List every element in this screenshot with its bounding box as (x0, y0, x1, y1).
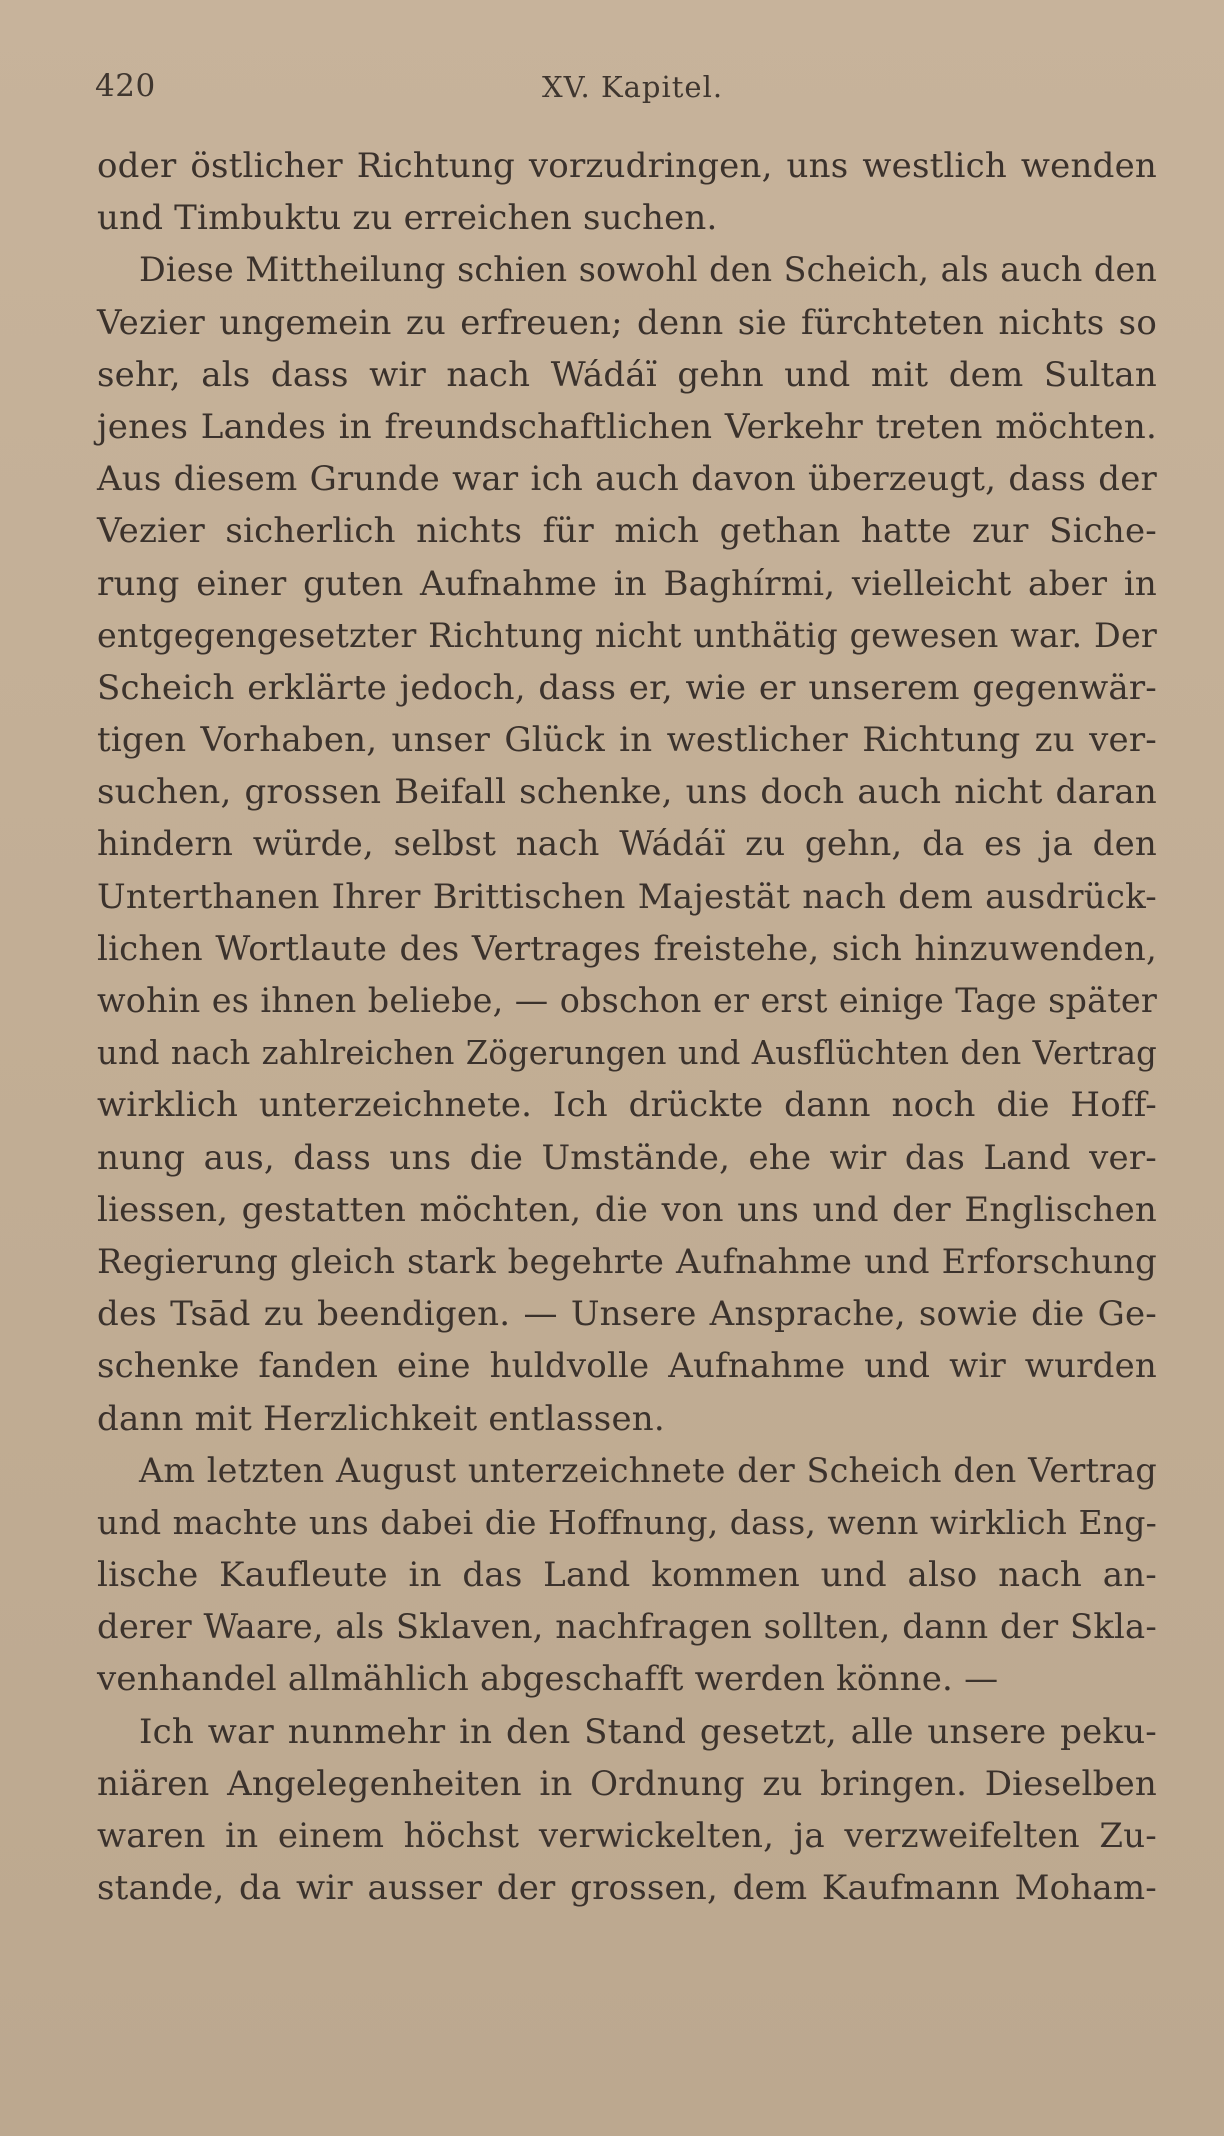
text-line: Vezier sicherlich nichts für mich gethan hatte zur Siche- (97, 511, 1157, 552)
text-line: Am letzten August unterzeichnete der Scheich den Vertrag (139, 1450, 1157, 1490)
text-line: schenke fanden eine huldvolle Aufnahme und wir wurden (97, 1346, 1157, 1387)
text-line: wirklich unterzeichnete. Ich drückte dann noch die Hoff- (97, 1085, 1157, 1126)
text-line: Diese Mittheilung schien sowohl den Scheich, als auch den (139, 250, 1157, 290)
text-line: und nach zahlreichen Zögerungen und Ausflüchten den Vertrag (97, 1034, 1157, 1073)
text-line: lische Kaufleute in das Land kommen und also nach an- (97, 1555, 1157, 1596)
text-line: tigen Vorhaben, unser Glück in westlicher Richtung zu ver- (97, 720, 1157, 761)
text-line: derer Waare, als Sklaven, nachfragen sollten, dann der Skla- (97, 1607, 1157, 1647)
text-line: lichen Wortlaute des Vertrages freistehe, sich hinzuwenden, (97, 928, 1157, 969)
page-number: 420 (95, 68, 156, 104)
text-line: stande, da wir ausser der grossen, dem Kaufmann Moham- (97, 1868, 1157, 1909)
text-line: hindern würde, selbst nach Wádáï zu gehn, da es ja den (97, 824, 1157, 865)
text-line: waren in einem höchst verwickelten, ja verzweifelten Zu- (97, 1816, 1157, 1856)
text-line: niären Angelegenheiten in Ordnung zu bringen. Dieselben (97, 1763, 1157, 1804)
text-line: und machte uns dabei die Hoffnung, dass, wenn wirklich Eng- (97, 1502, 1157, 1542)
chapter-running-head: XV. Kapitel. (542, 70, 724, 104)
text-line: jenes Landes in freundschaftlichen Verkehr treten möchten. (97, 406, 1157, 447)
text-line: oder östlicher Richtung vorzudringen, uns westlich wenden (97, 146, 1157, 186)
text-line: und Timbuktu zu erreichen suchen. (97, 198, 718, 239)
text-line: liessen, gestatten möchten, die von uns und der Englischen (97, 1189, 1157, 1230)
text-line: Vezier ungemein zu erfreuen; denn sie fürchteten nichts so (97, 302, 1157, 343)
text-line: Regierung gleich stark begehrte Aufnahme und Erforschung (97, 1241, 1157, 1281)
text-line: Unterthanen Ihrer Brittischen Majestät nach dem ausdrück- (97, 876, 1157, 917)
text-line: dann mit Herzlichkeit entlassen. (97, 1398, 665, 1439)
text-line: sehr, als dass wir nach Wádáï gehn und mit dem Sultan (97, 354, 1157, 395)
text-line: Scheich erklärte jedoch, dass er, wie er unserem gegenwär- (97, 667, 1157, 708)
text-line: rung einer guten Aufnahme in Baghírmi, vielleicht aber in (97, 563, 1157, 604)
text-line: suchen, grossen Beifall schenke, uns doch auch nicht daran (97, 772, 1157, 813)
text-line: des Tsād zu beendigen. — Unsere Ansprache, sowie die Ge- (97, 1294, 1157, 1335)
text-line: Ich war nunmehr in den Stand gesetzt, alle unsere peku- (139, 1711, 1157, 1752)
text-line: nung aus, dass uns die Umstände, ehe wir das Land ver- (97, 1137, 1157, 1178)
text-line: entgegengesetzter Richtung nicht unthätig gewesen war. Der (97, 615, 1157, 655)
text-line: wohin es ihnen beliebe, — obschon er erst einige Tage später (97, 981, 1157, 1020)
text-line: Aus diesem Grunde war ich auch davon überzeugt, dass der (97, 459, 1157, 500)
page-header (95, 64, 1154, 108)
body-text (97, 140, 1157, 1914)
text-line: venhandel allmählich abgeschafft werden könne. — (97, 1659, 999, 1700)
